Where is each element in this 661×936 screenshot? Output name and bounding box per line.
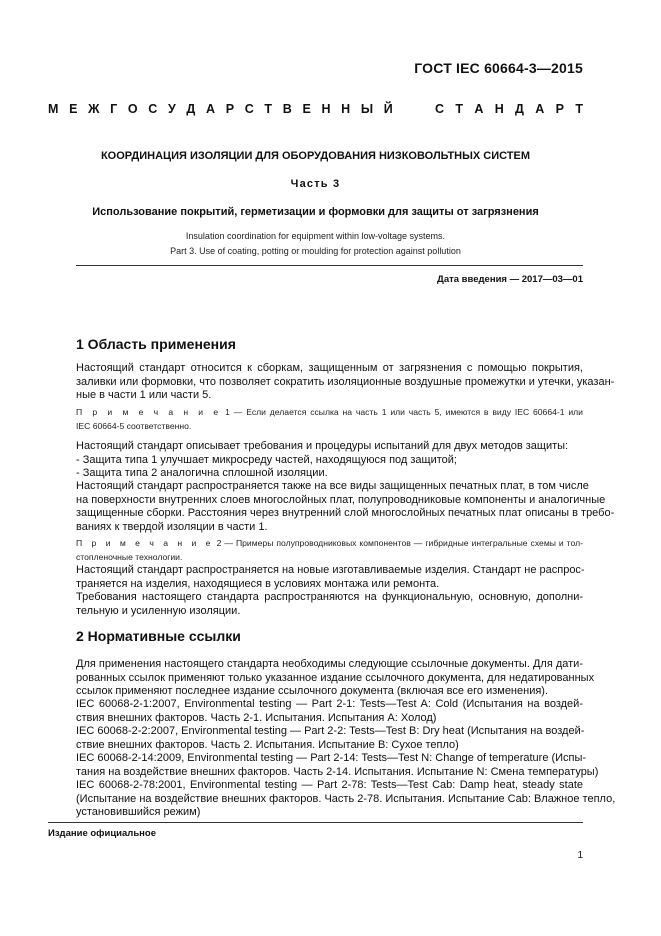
official-edition-label: Издание официальное bbox=[48, 828, 156, 839]
text-line: заливки или формовки, что позволяет сократить изоляционные воздушные промежутки и утечки, указан- bbox=[76, 375, 615, 388]
reference-2 bbox=[76, 725, 583, 752]
document-title: КООРДИНАЦИЯ ИЗОЛЯЦИИ ДЛЯ ОБОРУДОВАНИЯ НИЗКОВОЛЬТНЫХ СИСТЕМ bbox=[100, 150, 531, 162]
note-text: 2 — Примеры полупроводниковых компонентов — гибридные интегральные схемы и тол- bbox=[213, 538, 583, 548]
text-line: Настоящий стандарт относится к сборкам, защищенным от загрязнения с помощью покрытия, bbox=[76, 362, 583, 374]
english-title-line-1: Insulation coordination for equipment within low-voltage systems. bbox=[185, 231, 446, 241]
text-line: ссылок применяют последнее издание ссылочного документа (включая все его изменения). bbox=[76, 685, 549, 697]
reference-1 bbox=[76, 698, 583, 725]
banner-word-interstate bbox=[48, 102, 393, 116]
reference-3 bbox=[76, 752, 599, 779]
banner-letter: С bbox=[148, 102, 158, 116]
banner-letter: Н bbox=[494, 102, 504, 116]
text-line: ствие внешних факторов. Часть 2. Испытания. Испытание В: Сухое тепло) bbox=[76, 738, 459, 751]
banner-word-standard bbox=[435, 102, 583, 116]
section-1-heading: 1 Область применения bbox=[76, 336, 236, 352]
banner-letter: Д bbox=[515, 102, 524, 116]
note-1 bbox=[76, 406, 583, 433]
section-1-paragraph-3 bbox=[76, 480, 615, 534]
text-line: траняется на изделия, находящиеся в условиях монтажа или ремонта. bbox=[76, 577, 440, 590]
text-line: на поверхности внутренних слоев многослойных плат, полупроводниковые компоненты и аналогичные bbox=[76, 493, 606, 506]
section-1-paragraph-2 bbox=[76, 440, 583, 481]
text-line: (Испытание на воздействие внешних факторов. Часть 2-78. Испытания. Испытание Cab: Влажное тепло, bbox=[76, 792, 616, 805]
banner-letter: Ж bbox=[88, 102, 100, 116]
reference-4 bbox=[76, 779, 616, 820]
banner-letter: Й bbox=[383, 102, 393, 116]
introduction-date: Дата введения — 2017—03—01 bbox=[437, 274, 583, 285]
section-1-paragraph-4 bbox=[76, 564, 583, 591]
footer-divider bbox=[48, 822, 583, 823]
text-line: Требования настоящего стандарта распространяются на функциональную, основную, дополни- bbox=[76, 591, 583, 603]
banner-letter: А bbox=[206, 102, 216, 116]
text-line: IEC 60068-2-1:2007, Environmental testing — Part 2-1: Tests—Test A: Cold (Испытания на воздей- bbox=[76, 698, 583, 710]
text-line: ваниях к твердой изоляции в части 1. bbox=[76, 520, 268, 533]
text-line: IEC 60068-2-14:2009, Environmental testing — Part 2-14: Tests—Test N: Change of temperature (Испы- bbox=[76, 752, 587, 764]
text-line: Настоящий стандарт распространяется также на все виды защищенных печатных плат, в том числе bbox=[76, 480, 589, 492]
text-line: рованных ссылок применяют только указанное издание ссылочного документа, для недатированных bbox=[76, 671, 595, 684]
interstate-standard-banner bbox=[48, 102, 583, 116]
english-title-line-2: Part 3. Use of coating, potting or moulding for protection against pollution bbox=[170, 246, 461, 256]
banner-letter: В bbox=[282, 102, 292, 116]
text-line: IEC 60068-2-2:2007, Environmental testing — Part 2-2: Tests—Test B: Dry heat (Испытания на воздей- bbox=[76, 725, 585, 737]
banner-letter: Н bbox=[321, 102, 331, 116]
part-label: Часть 3 bbox=[290, 178, 341, 190]
section-2-heading: 2 Нормативные ссылки bbox=[76, 628, 241, 644]
document-code: ГОСТ IEC 60664-3—2015 bbox=[414, 60, 583, 76]
text-line: ствия внешних факторов. Часть 2-1. Испытания. Испытания А: Холод) bbox=[76, 711, 437, 724]
text-line: IEC 60068-2-78:2001, Environmental testing — Part 2-78: Tests—Test Cab: Damp heat, steady state bbox=[76, 779, 583, 791]
text-line: Для применения настоящего стандарта необходимы следующие ссылочные документы. Для дати- bbox=[76, 658, 583, 670]
text-line: Настоящий стандарт описывает требования и процедуры испытаний для двух методов защиты: bbox=[76, 440, 569, 452]
note-text: 1 — Если делается ссылка на часть 1 или часть 5, имеются в виду IEC 60664-1 или bbox=[221, 407, 583, 417]
banner-letter: О bbox=[127, 102, 138, 116]
banner-letter: Ы bbox=[360, 102, 374, 116]
text-line: тания на воздействие внешних факторов. Часть 2-14. Испытания. Испытание N: Смена температуры) bbox=[76, 765, 599, 778]
text-line: защищенные сборки. Расстояния через внутренний слой многослойных печатных плат описаны в требо- bbox=[76, 507, 615, 519]
page-number: 1 bbox=[577, 850, 583, 861]
text-line: Настоящий стандарт распространяется на новые изготавливаемые изделия. Стандарт не распрос- bbox=[76, 564, 585, 576]
banner-letter: Е bbox=[302, 102, 311, 116]
banner-letter: Т bbox=[455, 102, 463, 116]
list-item: - Защита типа 2 аналогична сплошной изоляции. bbox=[76, 467, 328, 479]
banner-letter: М bbox=[48, 102, 59, 116]
document-subtitle: Использование покрытий, герметизации и формовки для защиты от загрязнения bbox=[92, 206, 539, 218]
banner-letter: У bbox=[167, 102, 176, 116]
banner-letter: Г bbox=[110, 102, 118, 116]
banner-letter: Р bbox=[555, 102, 564, 116]
banner-letter: С bbox=[244, 102, 254, 116]
note-label: П р и м е ч а н и е bbox=[76, 407, 222, 417]
text-line: тельную и усиленную изоляции. bbox=[76, 604, 241, 617]
banner-letter: Р bbox=[225, 102, 235, 116]
banner-letter: С bbox=[435, 102, 445, 116]
header-divider bbox=[76, 265, 583, 266]
banner-letter: Е bbox=[69, 102, 78, 116]
text-line: ные в части 1 или части 5. bbox=[76, 389, 212, 401]
banner-letter: Т bbox=[575, 102, 583, 116]
text-line: установившийся режим) bbox=[76, 806, 201, 818]
note-text: стопленочные технологии. bbox=[76, 551, 183, 562]
banner-letter: А bbox=[535, 102, 545, 116]
note-2 bbox=[76, 537, 583, 564]
section-1-paragraph-5 bbox=[76, 591, 583, 618]
note-text: IEC 60664-5 соответственно. bbox=[76, 420, 192, 431]
section-1-paragraph-1 bbox=[76, 362, 615, 403]
section-2-paragraph-1 bbox=[76, 658, 595, 699]
banner-letter: Д bbox=[186, 102, 196, 116]
banner-letter: Н bbox=[341, 102, 351, 116]
banner-letter: Т bbox=[264, 102, 273, 116]
note-label: П р и м е ч а н и е bbox=[76, 538, 214, 548]
list-item: - Защита типа 1 улучшает микросреду частей, находящуюся под защитой; bbox=[76, 453, 457, 466]
banner-letter: А bbox=[474, 102, 484, 116]
